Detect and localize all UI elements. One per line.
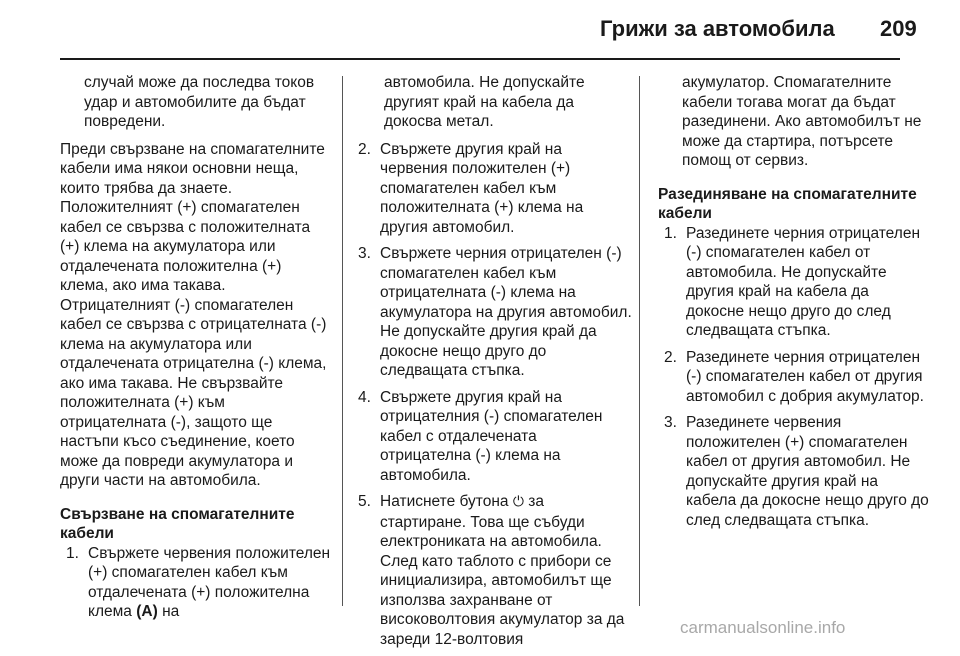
step-number: 2.: [664, 348, 677, 366]
step-number: 3.: [664, 414, 677, 431]
connect-steps-list: [60, 544, 332, 622]
list-item: [664, 224, 930, 341]
step-text: Разединете червения положителен (+) спомагателен кабел от другия автомобил. Не допускайте другия край на кабела да докосне нещо друго до след следващата стъпка.: [686, 414, 929, 529]
step-text: Свържете другия край на отрицателния (-) спомагателен кабел с отдалечената отрицателна (-) клема на автомобила.: [380, 388, 603, 484]
step-number: 2.: [358, 140, 371, 158]
power-button-icon: ⏻: [512, 494, 524, 510]
terminal-label: (A): [136, 603, 158, 620]
list-item: [358, 492, 632, 649]
step-text-end: за стартиране. Това ще събуди електрониката на автомобила. След като таблото с прибори се инициализира, автомобилът ще използва захранване от високоволтовия акумулатор за да зареди 12-волтовия: [380, 493, 625, 648]
list-item: [664, 413, 930, 530]
watermark-text: carmanualsonline.info: [680, 618, 846, 637]
disconnect-steps-list: [658, 224, 930, 531]
page-title: Грижи за автомобила: [600, 16, 835, 41]
connect-steps-list-cont: [352, 140, 632, 650]
continuation-text: акумулатор. Спомагателните кабели тогава могат да бъдат разединени. Ако автомобилът не може да стартира, потърсете помощ от сервиз.: [682, 74, 922, 169]
step-number: 1.: [664, 224, 677, 242]
page-number: 209: [880, 16, 917, 41]
section-heading-disconnect: Разединяване на спомагателните кабели: [658, 185, 917, 222]
list-item: [66, 544, 332, 622]
step-number: 4.: [358, 388, 371, 406]
continuation-text: автомобила. Не допускайте другият край на кабела да докосва метал.: [384, 74, 585, 130]
section-heading-connect: Свързване на спомагателните кабели: [60, 505, 295, 542]
step-text: Свържете черния отрицателен (-) спомагателен кабел към отрицателната (-) клема на акумулатора на другия автомобил. Не допускайте другия край да докосне нещо друго до следващата стъпка.: [380, 245, 632, 379]
step-text: Свържете червения положителен (+) спомагателен кабел към отдалечената (+) положителна клема: [88, 544, 331, 620]
column-2: [360, 73, 632, 656]
step-number: 3.: [358, 245, 371, 262]
header-rule: [60, 58, 900, 60]
continuation-text: случай може да последва токов удар и автомобилите да бъдат повредени.: [84, 74, 315, 130]
column-1: [60, 73, 332, 629]
intro-paragraph: Преди свързване на спомагателните кабели има някои основни неща, които трябва да знаете. Положителният (+) спомагателен кабел се свързва с положителната (+) клема на акумулатора или отдалечената положителна (+) клема, ако има такава. Отрицателният (-) спомагателен кабел се свързва с отрицателната (-) клема на акумулатора или отдалечената отрицателна (-) клема, ако има такава. Не свързвайте положителната (+) към отрицателната (-), защото ще настъпи късо съединение, което може да повреди акумулатора и други части на автомобила.: [60, 140, 327, 489]
list-item: [358, 244, 632, 381]
list-item: [664, 348, 930, 407]
column-divider-1: [342, 76, 343, 606]
step-text: Разединете черния отрицателен (-) спомагателен кабел от автомобила. Не допускайте другия край на кабела да докосне нещо друго до след следващата стъпка.: [686, 224, 921, 339]
step-text: Разединете черния отрицателен (-) спомагателен кабел от другия автомобил с добрия акумулатор.: [686, 348, 924, 405]
list-item: [358, 388, 632, 486]
column-divider-2: [639, 76, 640, 606]
list-item: [358, 140, 632, 238]
step-number: 1.: [66, 544, 79, 562]
step-text: Натиснете бутона: [380, 493, 509, 510]
step-number: 5.: [358, 493, 371, 510]
step-text-end: на: [162, 603, 180, 620]
step-text: Свържете другия край на червения положителен (+) спомагателен кабел към положителната (+) клема на другия автомобил.: [380, 140, 584, 236]
column-3: [658, 73, 930, 537]
